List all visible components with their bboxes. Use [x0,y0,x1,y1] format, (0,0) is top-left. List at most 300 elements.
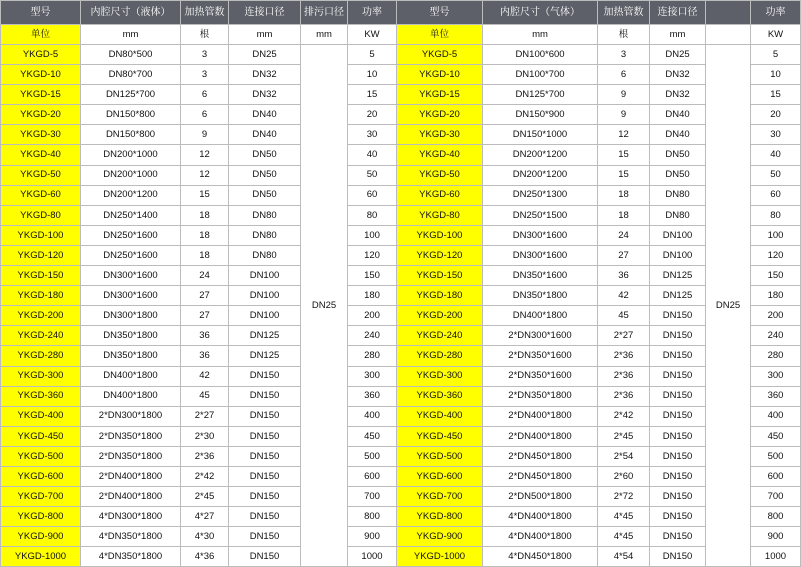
cell-connection-right: DN150 [650,346,706,366]
cell-power-right: 5 [751,45,801,65]
cell-cavity-right: DN200*1200 [483,145,598,165]
cell-model-left: YKGD-240 [1,326,81,346]
cell-connection-left: DN50 [229,185,301,205]
cell-tubes-right: 4*45 [598,527,650,547]
cell-connection-right: DN125 [650,266,706,286]
cell-model-left: YKGD-20 [1,105,81,125]
cell-power-right: 180 [751,286,801,306]
cell-tubes-left: 4*27 [181,507,229,527]
header-drain-left: 排污口径 [301,1,348,25]
cell-model-left: YKGD-450 [1,426,81,446]
cell-tubes-right: 24 [598,225,650,245]
cell-tubes-right: 36 [598,266,650,286]
cell-cavity-right: DN200*1200 [483,165,598,185]
table-row [1,406,801,426]
cell-cavity-left: DN250*1600 [81,245,181,265]
cell-tubes-left: 6 [181,85,229,105]
cell-tubes-left: 2*45 [181,487,229,507]
cell-model-right: YKGD-200 [397,306,483,326]
cell-tubes-left: 3 [181,45,229,65]
cell-power-right: 700 [751,487,801,507]
header-power-right: 功率 [751,1,801,25]
drain-size-right: DN25 [706,45,751,567]
header-row [1,1,801,25]
cell-tubes-right: 15 [598,165,650,185]
table-row [1,487,801,507]
table-row [1,65,801,85]
cell-tubes-left: 18 [181,205,229,225]
cell-model-right: YKGD-120 [397,245,483,265]
cell-power-right: 30 [751,125,801,145]
cell-model-right: YKGD-10 [397,65,483,85]
cell-model-left: YKGD-280 [1,346,81,366]
cell-model-left: YKGD-80 [1,205,81,225]
cell-cavity-right: DN150*1000 [483,125,598,145]
cell-model-right: YKGD-700 [397,487,483,507]
cell-tubes-right: 12 [598,125,650,145]
cell-power-left: 700 [348,487,397,507]
cell-connection-left: DN100 [229,266,301,286]
cell-cavity-right: DN100*700 [483,65,598,85]
cell-power-right: 60 [751,185,801,205]
table-row [1,326,801,346]
cell-power-right: 500 [751,446,801,466]
cell-model-right: YKGD-100 [397,225,483,245]
table-row [1,527,801,547]
cell-tubes-left: 2*42 [181,466,229,486]
table-row [1,426,801,446]
cell-cavity-right: DN300*1600 [483,225,598,245]
cell-cavity-left: 2*DN400*1800 [81,466,181,486]
header-cavity-liquid: 内腔尺寸（液体） [81,1,181,25]
unit-drain-right [706,25,751,45]
cell-tubes-left: 27 [181,286,229,306]
cell-connection-right: DN150 [650,366,706,386]
cell-cavity-right: 4*DN450*1800 [483,547,598,567]
cell-tubes-left: 18 [181,245,229,265]
cell-tubes-right: 42 [598,286,650,306]
cell-tubes-left: 15 [181,185,229,205]
cell-cavity-left: DN80*500 [81,45,181,65]
cell-power-left: 280 [348,346,397,366]
cell-model-right: YKGD-900 [397,527,483,547]
unit-tubes-left: 根 [181,25,229,45]
cell-cavity-left: DN400*1800 [81,386,181,406]
header-tubes-left: 加热管数 [181,1,229,25]
cell-model-left: YKGD-30 [1,125,81,145]
cell-power-right: 450 [751,426,801,446]
cell-cavity-left: DN300*1800 [81,306,181,326]
unit-connection-right: mm [650,25,706,45]
cell-power-right: 150 [751,266,801,286]
cell-cavity-right: DN250*1300 [483,185,598,205]
cell-connection-left: DN50 [229,145,301,165]
cell-cavity-right: 4*DN400*1800 [483,527,598,547]
cell-model-right: YKGD-360 [397,386,483,406]
table-row [1,446,801,466]
table-row [1,225,801,245]
header-cavity-gas: 内腔尺寸（气体） [483,1,598,25]
cell-connection-right: DN150 [650,507,706,527]
cell-power-right: 120 [751,245,801,265]
cell-power-right: 15 [751,85,801,105]
cell-model-right: YKGD-300 [397,366,483,386]
cell-connection-right: DN150 [650,406,706,426]
cell-power-left: 800 [348,507,397,527]
table-row [1,306,801,326]
cell-connection-right: DN25 [650,45,706,65]
cell-tubes-left: 36 [181,346,229,366]
cell-cavity-left: DN200*1000 [81,165,181,185]
cell-model-right: YKGD-1000 [397,547,483,567]
cell-connection-right: DN150 [650,386,706,406]
cell-model-right: YKGD-240 [397,326,483,346]
cell-power-left: 50 [348,165,397,185]
cell-tubes-right: 2*36 [598,346,650,366]
cell-model-right: YKGD-40 [397,145,483,165]
cell-power-left: 15 [348,85,397,105]
unit-drain-left: mm [301,25,348,45]
cell-tubes-right: 2*36 [598,366,650,386]
cell-model-left: YKGD-15 [1,85,81,105]
cell-cavity-left: 2*DN400*1800 [81,487,181,507]
cell-cavity-right: 2*DN350*1600 [483,346,598,366]
cell-cavity-right: 2*DN400*1800 [483,426,598,446]
cell-connection-right: DN40 [650,125,706,145]
unit-cavity-right: mm [483,25,598,45]
cell-power-left: 10 [348,65,397,85]
cell-connection-left: DN80 [229,205,301,225]
cell-power-right: 900 [751,527,801,547]
cell-connection-left: DN50 [229,165,301,185]
header-power-left: 功率 [348,1,397,25]
unit-connection-left: mm [229,25,301,45]
cell-cavity-left: 2*DN350*1800 [81,446,181,466]
table-row [1,346,801,366]
cell-tubes-left: 2*30 [181,426,229,446]
cell-cavity-left: 4*DN350*1800 [81,527,181,547]
cell-connection-left: DN100 [229,286,301,306]
cell-connection-left: DN150 [229,507,301,527]
cell-tubes-right: 2*60 [598,466,650,486]
cell-cavity-right: DN100*600 [483,45,598,65]
cell-tubes-left: 18 [181,225,229,245]
cell-power-left: 200 [348,306,397,326]
unit-power-right: KW [751,25,801,45]
table-row [1,466,801,486]
cell-cavity-left: DN150*800 [81,125,181,145]
unit-row [1,25,801,45]
table-row [1,245,801,265]
cell-model-right: YKGD-20 [397,105,483,125]
cell-connection-right: DN50 [650,165,706,185]
cell-connection-right: DN80 [650,205,706,225]
cell-power-right: 200 [751,306,801,326]
cell-tubes-right: 6 [598,65,650,85]
cell-connection-right: DN32 [650,65,706,85]
cell-model-left: YKGD-120 [1,245,81,265]
cell-model-left: YKGD-1000 [1,547,81,567]
cell-model-left: YKGD-50 [1,165,81,185]
cell-connection-right: DN40 [650,105,706,125]
cell-cavity-left: DN350*1800 [81,326,181,346]
cell-tubes-left: 24 [181,266,229,286]
cell-tubes-right: 2*42 [598,406,650,426]
cell-connection-left: DN40 [229,125,301,145]
table-row [1,547,801,567]
cell-model-right: YKGD-450 [397,426,483,446]
cell-cavity-right: 2*DN450*1800 [483,466,598,486]
cell-model-left: YKGD-300 [1,366,81,386]
header-drain-right [706,1,751,25]
cell-power-left: 400 [348,406,397,426]
cell-tubes-left: 9 [181,125,229,145]
cell-connection-left: DN32 [229,65,301,85]
cell-connection-right: DN125 [650,286,706,306]
cell-cavity-right: DN350*1600 [483,266,598,286]
cell-connection-left: DN40 [229,105,301,125]
header-tubes-right: 加热管数 [598,1,650,25]
cell-model-right: YKGD-80 [397,205,483,225]
table-row [1,165,801,185]
cell-power-left: 30 [348,125,397,145]
cell-tubes-right: 15 [598,145,650,165]
cell-model-left: YKGD-40 [1,145,81,165]
cell-model-left: YKGD-60 [1,185,81,205]
cell-connection-left: DN150 [229,426,301,446]
cell-cavity-left: 2*DN300*1800 [81,406,181,426]
cell-cavity-right: 2*DN300*1600 [483,326,598,346]
cell-model-right: YKGD-600 [397,466,483,486]
cell-model-right: YKGD-500 [397,446,483,466]
table-row [1,125,801,145]
cell-connection-right: DN150 [650,466,706,486]
header-model-right: 型号 [397,1,483,25]
cell-tubes-left: 2*36 [181,446,229,466]
cell-connection-left: DN150 [229,547,301,567]
table-row [1,145,801,165]
cell-model-right: YKGD-800 [397,507,483,527]
cell-cavity-left: DN150*800 [81,105,181,125]
cell-tubes-left: 42 [181,366,229,386]
cell-cavity-right: 4*DN400*1800 [483,507,598,527]
cell-model-right: YKGD-400 [397,406,483,426]
cell-power-left: 60 [348,185,397,205]
table-row [1,85,801,105]
cell-connection-right: DN150 [650,446,706,466]
cell-cavity-right: 2*DN350*1600 [483,366,598,386]
cell-power-right: 600 [751,466,801,486]
cell-power-right: 800 [751,507,801,527]
unit-cavity-left: mm [81,25,181,45]
cell-connection-left: DN150 [229,466,301,486]
cell-power-right: 1000 [751,547,801,567]
cell-cavity-left: DN250*1400 [81,205,181,225]
cell-power-left: 180 [348,286,397,306]
cell-connection-left: DN150 [229,406,301,426]
cell-model-left: YKGD-10 [1,65,81,85]
cell-model-right: YKGD-5 [397,45,483,65]
cell-power-right: 100 [751,225,801,245]
cell-connection-right: DN80 [650,185,706,205]
cell-power-left: 500 [348,446,397,466]
cell-power-left: 360 [348,386,397,406]
cell-connection-right: DN150 [650,426,706,446]
cell-power-left: 100 [348,225,397,245]
cell-connection-left: DN150 [229,386,301,406]
cell-power-right: 80 [751,205,801,225]
cell-power-right: 10 [751,65,801,85]
table-row [1,286,801,306]
cell-tubes-left: 27 [181,306,229,326]
cell-connection-right: DN150 [650,547,706,567]
cell-model-right: YKGD-30 [397,125,483,145]
cell-cavity-right: DN250*1500 [483,205,598,225]
cell-connection-left: DN25 [229,45,301,65]
drain-size-left: DN25 [301,45,348,567]
cell-model-right: YKGD-150 [397,266,483,286]
cell-model-right: YKGD-180 [397,286,483,306]
cell-connection-left: DN150 [229,487,301,507]
cell-model-left: YKGD-180 [1,286,81,306]
cell-model-left: YKGD-200 [1,306,81,326]
cell-tubes-right: 2*36 [598,386,650,406]
table-row [1,105,801,125]
cell-power-left: 300 [348,366,397,386]
cell-power-right: 50 [751,165,801,185]
table-row [1,507,801,527]
cell-connection-left: DN32 [229,85,301,105]
cell-tubes-right: 2*54 [598,446,650,466]
cell-tubes-right: 4*54 [598,547,650,567]
cell-power-right: 40 [751,145,801,165]
cell-connection-left: DN80 [229,225,301,245]
cell-connection-right: DN150 [650,306,706,326]
cell-tubes-right: 2*45 [598,426,650,446]
cell-tubes-right: 45 [598,306,650,326]
cell-connection-right: DN100 [650,225,706,245]
cell-model-left: YKGD-150 [1,266,81,286]
cell-tubes-right: 9 [598,105,650,125]
cell-tubes-left: 4*30 [181,527,229,547]
cell-connection-right: DN50 [650,145,706,165]
cell-power-right: 280 [751,346,801,366]
cell-cavity-left: DN300*1600 [81,266,181,286]
cell-cavity-left: DN400*1800 [81,366,181,386]
cell-model-left: YKGD-360 [1,386,81,406]
cell-model-right: YKGD-15 [397,85,483,105]
cell-model-right: YKGD-280 [397,346,483,366]
cell-tubes-left: 36 [181,326,229,346]
cell-tubes-right: 18 [598,205,650,225]
cell-tubes-left: 3 [181,65,229,85]
cell-power-left: 900 [348,527,397,547]
cell-power-left: 80 [348,205,397,225]
cell-power-left: 450 [348,426,397,446]
cell-tubes-left: 4*36 [181,547,229,567]
cell-power-right: 400 [751,406,801,426]
table-row [1,185,801,205]
cell-model-left: YKGD-400 [1,406,81,426]
cell-connection-right: DN32 [650,85,706,105]
cell-tubes-right: 3 [598,45,650,65]
unit-model-right: 单位 [397,25,483,45]
cell-power-left: 600 [348,466,397,486]
cell-cavity-right: 2*DN500*1800 [483,487,598,507]
cell-tubes-left: 2*27 [181,406,229,426]
cell-cavity-right: DN125*700 [483,85,598,105]
cell-power-left: 40 [348,145,397,165]
cell-cavity-left: DN200*1200 [81,185,181,205]
cell-cavity-left: 4*DN350*1800 [81,547,181,567]
cell-tubes-right: 2*72 [598,487,650,507]
cell-model-right: YKGD-60 [397,185,483,205]
cell-tubes-right: 4*45 [598,507,650,527]
cell-cavity-right: DN150*900 [483,105,598,125]
unit-tubes-right: 根 [598,25,650,45]
cell-connection-right: DN150 [650,326,706,346]
cell-connection-left: DN150 [229,366,301,386]
cell-cavity-left: DN350*1800 [81,346,181,366]
header-connection-right: 连接口径 [650,1,706,25]
cell-power-right: 300 [751,366,801,386]
cell-tubes-left: 6 [181,105,229,125]
cell-tubes-left: 45 [181,386,229,406]
cell-cavity-right: 2*DN400*1800 [483,406,598,426]
cell-cavity-right: DN350*1800 [483,286,598,306]
cell-power-right: 20 [751,105,801,125]
cell-cavity-right: 2*DN350*1800 [483,386,598,406]
cell-cavity-right: DN400*1800 [483,306,598,326]
cell-tubes-right: 18 [598,185,650,205]
cell-cavity-left: 4*DN300*1800 [81,507,181,527]
cell-power-left: 150 [348,266,397,286]
unit-model-left: 单位 [1,25,81,45]
cell-connection-right: DN150 [650,487,706,507]
cell-cavity-left: DN80*700 [81,65,181,85]
cell-tubes-right: 27 [598,245,650,265]
header-connection-left: 连接口径 [229,1,301,25]
cell-connection-left: DN150 [229,527,301,547]
cell-power-left: 1000 [348,547,397,567]
cell-tubes-left: 12 [181,145,229,165]
table-row [1,366,801,386]
cell-power-right: 240 [751,326,801,346]
table-row [1,386,801,406]
cell-tubes-left: 12 [181,165,229,185]
cell-connection-left: DN125 [229,326,301,346]
cell-connection-right: DN100 [650,245,706,265]
cell-model-left: YKGD-500 [1,446,81,466]
cell-connection-left: DN150 [229,446,301,466]
cell-power-left: 240 [348,326,397,346]
cell-cavity-left: 2*DN350*1800 [81,426,181,446]
cell-power-left: 20 [348,105,397,125]
cell-connection-left: DN100 [229,306,301,326]
table-row [1,205,801,225]
cell-connection-left: DN125 [229,346,301,366]
cell-power-left: 5 [348,45,397,65]
cell-model-left: YKGD-900 [1,527,81,547]
cell-power-left: 120 [348,245,397,265]
table-row [1,266,801,286]
cell-cavity-left: DN125*700 [81,85,181,105]
header-model-left: 型号 [1,1,81,25]
cell-power-right: 360 [751,386,801,406]
cell-connection-left: DN80 [229,245,301,265]
cell-model-left: YKGD-100 [1,225,81,245]
cell-cavity-right: 2*DN450*1800 [483,446,598,466]
